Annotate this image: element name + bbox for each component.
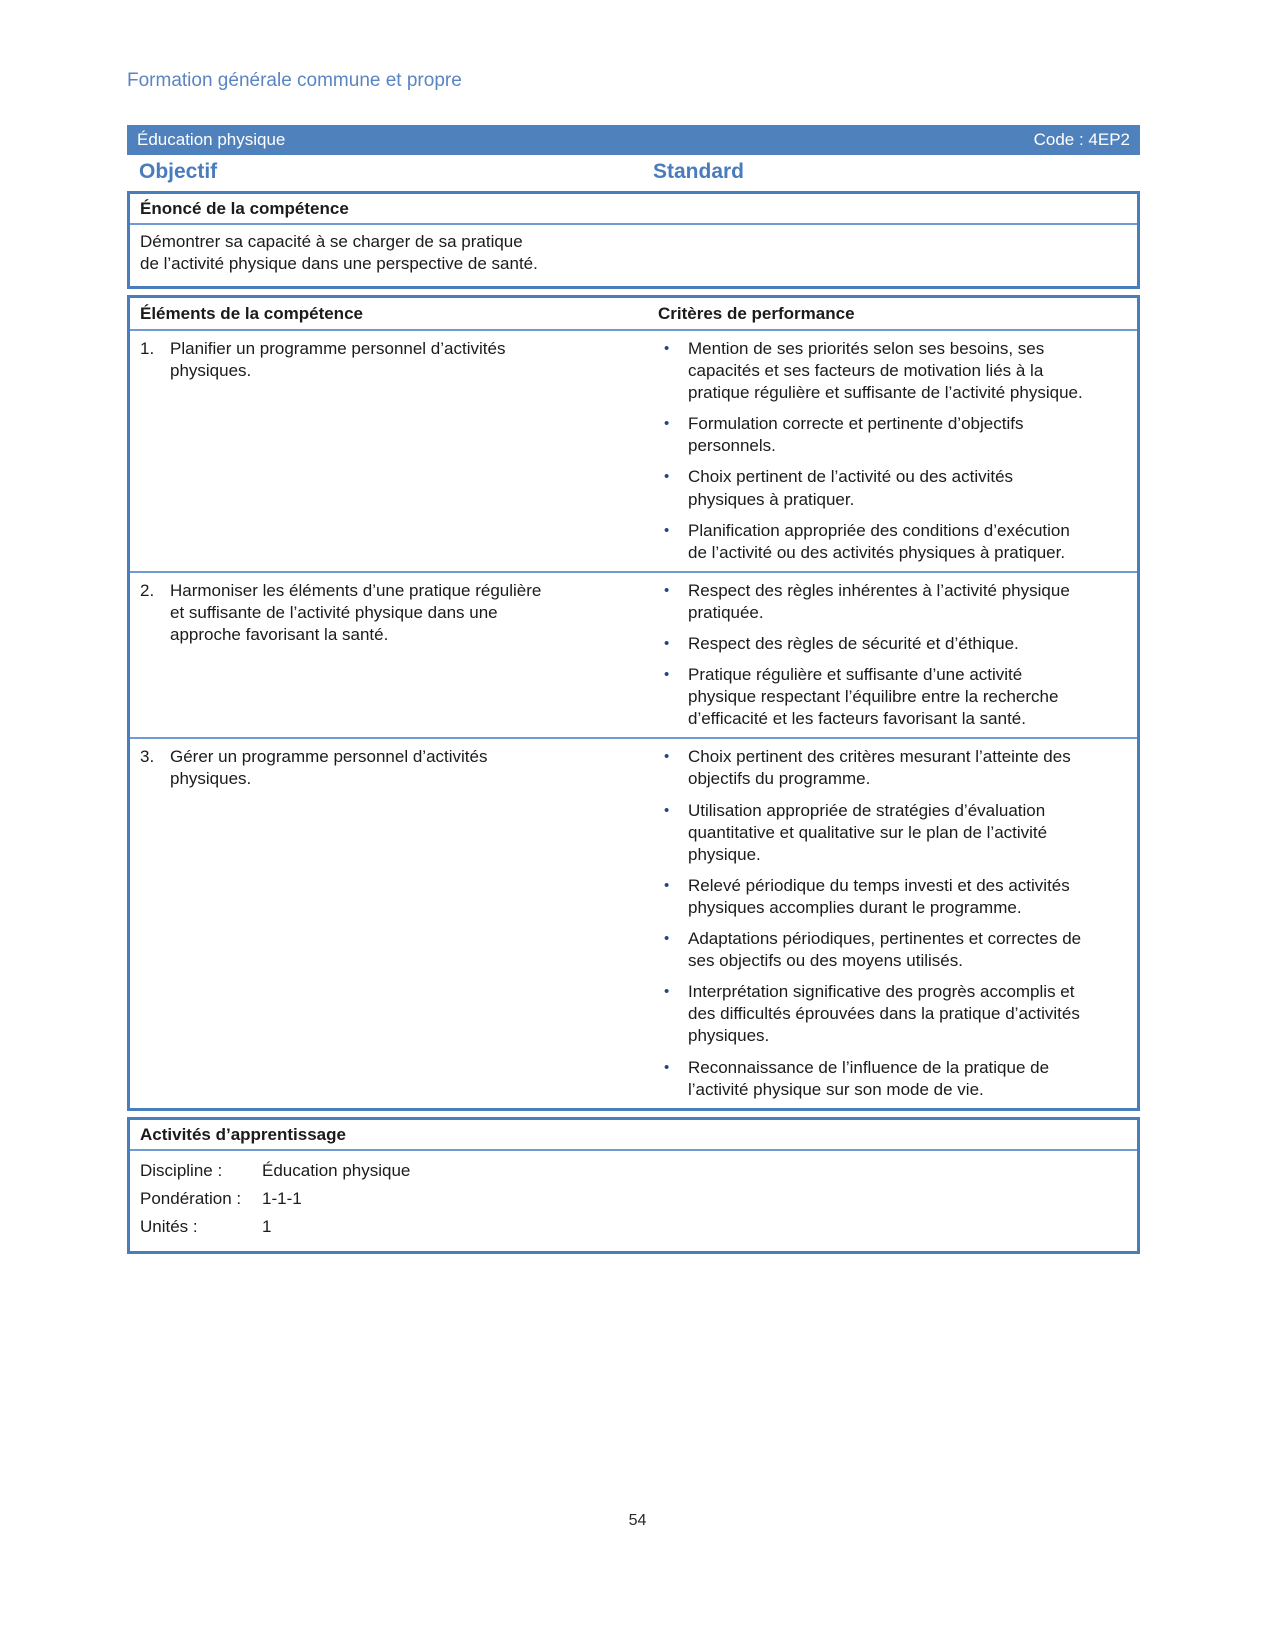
bullet-icon: • [664, 635, 670, 652]
criterion-text: Respect des règles de sécurité et d’éthique. [688, 634, 1019, 653]
element-item-2 [140, 580, 643, 646]
criterion-text: Interprétation significative des progrès accomplis et des difficultés éprouvées dans la pratique d’activités physiques. [688, 982, 1080, 1046]
enonce-heading: Énoncé de la compétence [130, 194, 1137, 225]
criterion [658, 580, 1125, 624]
bullet-icon: • [664, 666, 670, 684]
element-number: 1. [140, 338, 155, 358]
column-headings [127, 160, 1140, 184]
criterion-text: Mention de ses priorités selon ses besoins, ses capacités et ses facteurs de motivation liés à la pratique régulière et suffisante de l’activité physique. [688, 338, 1083, 403]
activites-table [127, 1117, 1140, 1254]
criterion-text: Adaptations périodiques, pertinentes et correctes de ses objectifs ou des moyens utilisés. [688, 929, 1082, 971]
criterion-text: Utilisation appropriée de stratégies d’évaluation quantitative et qualitative sur le plan de l’activité physique. [688, 800, 1048, 864]
criterion-text: Formulation correcte et pertinente d’objectifs personnels. [688, 414, 1024, 456]
element-cell-2 [130, 573, 653, 738]
criteres-header: Critères de performance [658, 303, 855, 323]
criterion-text: Planification appropriée des conditions d’exécution de l’activité ou des activités physiques à pratiquer. [688, 520, 1070, 562]
objectif-heading: Objectif [139, 160, 218, 183]
competence-table [127, 295, 1140, 1111]
element-number: 2. [140, 580, 155, 600]
criterion [658, 664, 1125, 730]
criteria-cell-2 [653, 573, 1137, 738]
elements-header: Éléments de la compétence [140, 303, 363, 323]
activites-body [130, 1151, 1137, 1251]
competence-row-1 [130, 329, 1137, 571]
element-text: Gérer un programme personnel d’activités physiques. [170, 747, 488, 789]
discipline-value: Éducation physique [262, 1160, 411, 1180]
criterion-text: Relevé périodique du temps investi et des activités physiques accomplies durant le programme. [688, 875, 1070, 917]
bullet-icon: • [664, 801, 670, 819]
page-number: 54 [628, 1512, 647, 1529]
unites-row [140, 1213, 1127, 1241]
subject-title-bar [127, 125, 1140, 155]
element-cell-3 [130, 739, 653, 1107]
unites-value: 1 [262, 1216, 272, 1236]
criterion [658, 746, 1125, 790]
criterion [658, 633, 1125, 655]
activites-heading: Activités d’apprentissage [130, 1120, 1137, 1151]
criterion [658, 800, 1125, 866]
enonce-table [127, 191, 1140, 289]
criteria-cell-3 [653, 739, 1137, 1107]
element-number: 3. [140, 747, 155, 767]
competence-row-3 [130, 737, 1137, 1107]
standard-heading: Standard [653, 160, 745, 183]
unites-label: Unités : [140, 1216, 198, 1236]
ponderation-value: 1-1-1 [262, 1188, 302, 1208]
bullet-icon: • [664, 581, 670, 599]
criterion-text: Choix pertinent des critères mesurant l’atteinte des objectifs du programme. [688, 747, 1071, 789]
competence-header-row [130, 298, 1137, 329]
criterion [658, 338, 1125, 404]
enonce-body [130, 225, 1137, 286]
course-code: Code : 4EP2 [1033, 130, 1130, 149]
ponderation-row [140, 1185, 1127, 1213]
criteria-cell-1 [653, 331, 1137, 571]
criterion-text: Reconnaissance de l’influence de la pratique de l’activité physique sur son mode de vie. [688, 1057, 1050, 1099]
page-content [127, 70, 1140, 1254]
bullet-icon: • [664, 748, 670, 766]
bullet-icon: • [664, 521, 670, 539]
bullet-icon: • [664, 983, 670, 1001]
subject-name: Éducation physique [137, 130, 286, 149]
criterion [658, 928, 1125, 972]
competence-row-2 [130, 571, 1137, 738]
criterion [658, 466, 1125, 510]
bullet-icon: • [664, 1058, 670, 1076]
bullet-icon: • [664, 468, 670, 486]
running-header: Formation générale commune et propre [127, 70, 462, 91]
enonce-text: Démontrer sa capacité à se charger de sa pratique de l’activité physique dans une perspective de santé. [140, 232, 538, 274]
element-item-1 [140, 338, 643, 382]
bullet-icon: • [664, 415, 670, 433]
bullet-icon: • [664, 339, 670, 357]
criterion [658, 520, 1125, 564]
criterion [658, 413, 1125, 457]
ponderation-label: Pondération : [140, 1188, 242, 1208]
element-text: Planifier un programme personnel d’activités physiques. [170, 338, 506, 381]
criterion [658, 981, 1125, 1047]
bullet-icon: • [664, 876, 670, 894]
criterion-text: Respect des règles inhérentes à l’activité physique pratiquée. [688, 580, 1070, 622]
discipline-label: Discipline : [140, 1160, 223, 1180]
element-item-3 [140, 746, 643, 790]
criterion [658, 1057, 1125, 1101]
criterion-text: Pratique régulière et suffisante d’une activité physique respectant l’équilibre entre la recherche d’efficacité et les facteurs favorisant la santé. [688, 665, 1059, 729]
criterion-text: Choix pertinent de l’activité ou des activités physiques à pratiquer. [688, 467, 1014, 509]
discipline-row [140, 1157, 1127, 1185]
bullet-icon: • [664, 930, 670, 948]
element-text: Harmoniser les éléments d’une pratique régulière et suffisante de l’activité physique dans une approche favorisant la santé. [170, 580, 542, 644]
criterion [658, 875, 1125, 919]
element-cell-1 [130, 331, 653, 571]
